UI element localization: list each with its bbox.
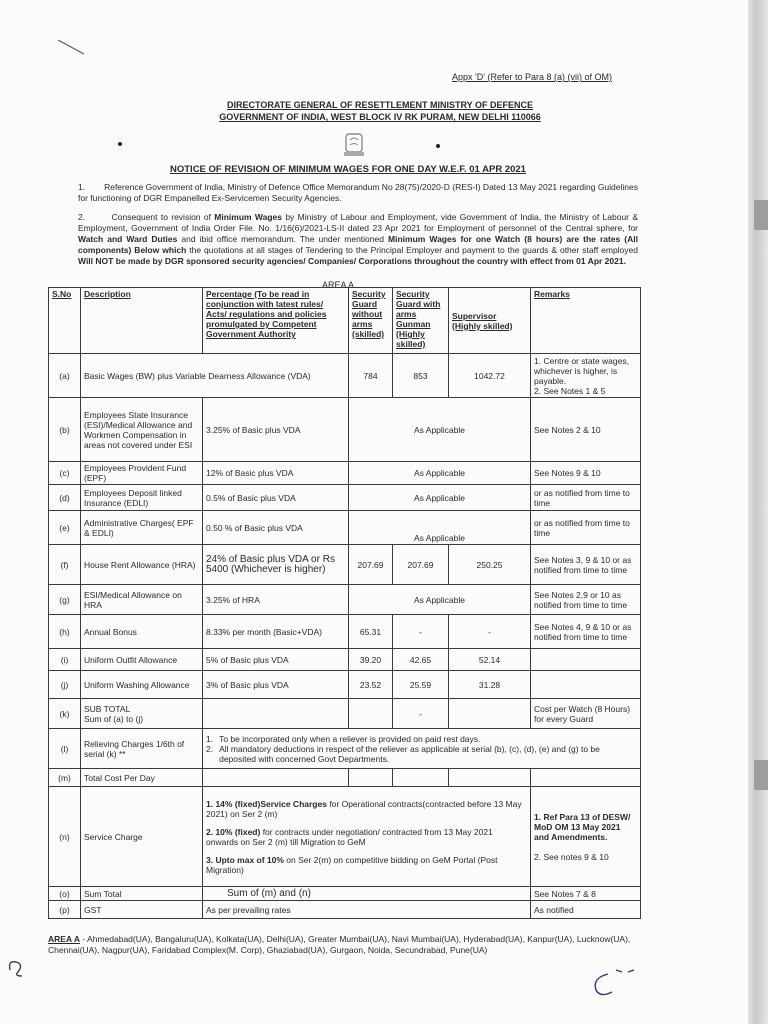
bullet-dot bbox=[436, 144, 440, 148]
row-guard-value: 23.52 bbox=[349, 671, 393, 699]
national-emblem-icon bbox=[340, 130, 368, 160]
row-percentage: 3.25% of Basic plus VDA bbox=[203, 398, 349, 462]
row-gunman-value: 207.69 bbox=[393, 545, 449, 585]
row-description: Total Cost Per Day bbox=[81, 769, 203, 787]
row-gunman-value: 25.59 bbox=[393, 671, 449, 699]
row-sno: (g) bbox=[49, 585, 81, 615]
para-2-bold: Minimum Wages for one Watch (8 hours) are the rates (All components) Below which bbox=[78, 234, 638, 255]
row-supervisor-value: 31.28 bbox=[449, 671, 531, 699]
row-supervisor-value: - bbox=[449, 615, 531, 649]
row-description: Employees State Insurance (ESI)/Medical Allowance and Workmen Compensation in areas not covered under ESI bbox=[81, 398, 203, 462]
row-supervisor-value: 1042.72 bbox=[449, 354, 531, 398]
table-row bbox=[49, 354, 641, 398]
para-2-bold: Minimum Wages bbox=[214, 212, 282, 222]
row-sno: (f) bbox=[49, 545, 81, 585]
para-2-text: and ibid office memorandum. The under mentioned bbox=[177, 234, 389, 244]
row-remarks: See Notes 2 & 10 bbox=[531, 398, 641, 462]
service-charge-bold: 3. Upto max of 10% bbox=[206, 854, 284, 865]
ink-mark-icon bbox=[4, 954, 32, 982]
col-header-description: Description bbox=[81, 288, 203, 354]
row-description: Sum Total bbox=[81, 887, 203, 901]
table-row bbox=[49, 511, 641, 545]
area-footer-label: AREA A bbox=[48, 934, 80, 944]
paragraph-2 bbox=[78, 212, 638, 267]
table-row bbox=[49, 545, 641, 585]
col-header-remarks: Remarks bbox=[531, 288, 641, 354]
table-row bbox=[49, 671, 641, 699]
col-header-supervisor: Supervisor (Highly skilled) bbox=[449, 288, 531, 354]
row-merged-value: As Applicable bbox=[349, 511, 531, 545]
row-sno: (l) bbox=[49, 729, 81, 769]
service-charge-details bbox=[203, 787, 531, 887]
row-merged-value: As Applicable bbox=[349, 485, 531, 511]
row-percentage: 0.5% of Basic plus VDA bbox=[203, 485, 349, 511]
remark-1: 1. Ref Para 13 of DESW/ MoD OM 13 May 2021 and Amendments. bbox=[534, 811, 631, 842]
service-charge-remarks bbox=[531, 787, 641, 887]
para-2-text: Consequent to revision of bbox=[111, 212, 215, 222]
header-line-2: GOVERNMENT OF INDIA, WEST BLOCK IV RK PURAM, NEW DELHI 110066 bbox=[219, 112, 541, 122]
row-sno: (c) bbox=[49, 462, 81, 485]
row-remarks: See Notes 7 & 8 bbox=[531, 887, 641, 901]
row-remarks: 1. Centre or state wages, whichever is higher, is payable. 2. See Notes 1 & 5 bbox=[531, 354, 641, 398]
table-row bbox=[49, 485, 641, 511]
row-description: GST bbox=[81, 901, 203, 919]
notice-title: NOTICE OF REVISION OF MINIMUM WAGES FOR ONE DAY W.E.F. 01 APR 2021 bbox=[170, 164, 526, 175]
service-charge-text: for contracts under negotiation/ contracted from 13 May 2021 onwards on Ser 2 (m) till Migration to GeM bbox=[206, 826, 493, 847]
row-percentage: 3.25% of HRA bbox=[203, 585, 349, 615]
row-supervisor-value bbox=[449, 699, 531, 729]
para-2-text: by Ministry of Labour and Employment, vide Government of India, the Ministry of Labour & Employment, Government of India Order File. No. 1/16(6)/2021-LS-II dated 23 Apr 2021 for Employment of personnel of the Central sphere, for bbox=[78, 212, 638, 233]
empty-cell bbox=[449, 769, 531, 787]
row-gunman-value: 853 bbox=[393, 354, 449, 398]
row-description: Basic Wages (BW) plus Variable Dearness Allowance (VDA) bbox=[81, 354, 349, 398]
table-row bbox=[49, 649, 641, 671]
row-description: Administrative Charges( EPF & EDLI) bbox=[81, 511, 203, 545]
row-sno: (m) bbox=[49, 769, 81, 787]
row-sno: (n) bbox=[49, 787, 81, 887]
table-row bbox=[49, 615, 641, 649]
row-sno: (j) bbox=[49, 671, 81, 699]
col-header-security-guard: Security Guard without arms (skilled) bbox=[349, 288, 393, 354]
note-number: 2. bbox=[206, 743, 214, 754]
row-sno: (d) bbox=[49, 485, 81, 511]
row-remarks: See Notes 9 & 10 bbox=[531, 462, 641, 485]
row-merged-value: As Applicable bbox=[349, 462, 531, 485]
row-gunman-value: 42.65 bbox=[393, 649, 449, 671]
table-row bbox=[49, 901, 641, 919]
row-guard-value bbox=[349, 699, 393, 729]
row-gunman-value: - bbox=[393, 699, 449, 729]
table-row bbox=[49, 729, 641, 769]
note-text: To be incorporated only when a reliever is provided on paid rest days. bbox=[219, 733, 481, 744]
row-description: Service Charge bbox=[81, 787, 203, 887]
area-footer-text: - Ahmedabad(UA), Bangaluru(UA), Kolkata(UA), Delhi(UA), Greater Mumbai(UA), Navi Mumbai(UA), Hyderabad(UA), Kanpur(UA), Lucknow(UA), Chennai(UA), Nagpur(UA), Faridabad Complex(M. Corp), Ghaziabad(UA), Gurgaon, Noida, Secundrabad, Pune(UA) bbox=[48, 934, 631, 955]
table-row bbox=[49, 787, 641, 887]
table-header-row bbox=[49, 288, 641, 354]
row-remarks: As notified bbox=[531, 901, 641, 919]
row-guard-value: 784 bbox=[349, 354, 393, 398]
para-1-text: Reference Government of India, Ministry of Defence Office Memorandum No 28(75)/2020-D (RES-I) Dated 13 May 2021 regarding Guidelines for functioning of DGR Empanelled Ex-Servicemen Security Agencies. bbox=[78, 182, 638, 203]
row-remarks: See Notes 3, 9 & 10 or as notified from time to time bbox=[531, 545, 641, 585]
remark-2: 2. See notes 9 & 10 bbox=[534, 851, 609, 862]
row-gunman-value: - bbox=[393, 615, 449, 649]
row-percentage: 5% of Basic plus VDA bbox=[203, 649, 349, 671]
row-description: Uniform Washing Allowance bbox=[81, 671, 203, 699]
empty-cell bbox=[531, 769, 641, 787]
signature-icon bbox=[586, 960, 646, 1000]
row-guard-value: 39.20 bbox=[349, 649, 393, 671]
row-sno: (p) bbox=[49, 901, 81, 919]
row-percentage bbox=[203, 699, 349, 729]
service-charge-bold: 2. 10% (fixed) bbox=[206, 826, 261, 837]
table-row bbox=[49, 887, 641, 901]
row-description: ESI/Medical Allowance on HRA bbox=[81, 585, 203, 615]
row-description: Employees Deposit linked Insurance (EDLI) bbox=[81, 485, 203, 511]
empty-cell bbox=[349, 769, 393, 787]
row-percentage: 0.50 % of Basic plus VDA bbox=[203, 511, 349, 545]
note-number: 1. bbox=[206, 733, 214, 744]
col-header-sno: S.No bbox=[49, 288, 81, 354]
service-charge-text: on Ser 2(m) on competitive bidding on GeM Portal (Post Migration) bbox=[206, 854, 498, 875]
row-guard-value: 65.31 bbox=[349, 615, 393, 649]
edge-strip bbox=[754, 200, 768, 230]
row-remarks bbox=[531, 649, 641, 671]
empty-cell bbox=[393, 769, 449, 787]
row-description: Employees Provident Fund (EPF) bbox=[81, 462, 203, 485]
para-2-number: 2. bbox=[78, 212, 86, 222]
service-charge-bold: 1. 14% (fixed)Service Charges bbox=[206, 798, 327, 809]
table-row bbox=[49, 585, 641, 615]
row-supervisor-value: 52.14 bbox=[449, 649, 531, 671]
row-sno: (h) bbox=[49, 615, 81, 649]
service-charge-text: for Operational contracts(contracted before 13 May 2021) on Ser 2 (m) bbox=[206, 798, 522, 819]
para-1-number: 1. bbox=[78, 182, 86, 192]
row-remarks: Cost per Watch (8 Hours) for every Guard bbox=[531, 699, 641, 729]
row-remarks: or as notified from time to time bbox=[531, 511, 641, 545]
row-merged-value: As Applicable bbox=[349, 398, 531, 462]
empty-cell bbox=[203, 769, 349, 787]
row-guard-value: 207.69 bbox=[349, 545, 393, 585]
row-merged-value: As per prevailing rates bbox=[203, 901, 531, 919]
bullet-dot bbox=[118, 142, 122, 146]
paragraph-1 bbox=[78, 182, 638, 204]
row-description: House Rent Allowance (HRA) bbox=[81, 545, 203, 585]
note-text: All mandatory deductions in respect of the reliever as applicable at serial (b), (c), (d), (e) and (g) to be deposited with concerned Govt Departments. bbox=[219, 743, 600, 764]
row-percentage: 3% of Basic plus VDA bbox=[203, 671, 349, 699]
row-remarks: See Notes 4, 9 & 10 or as notified from time to time bbox=[531, 615, 641, 649]
col-header-gunman: Security Guard with arms Gunman (Highly skilled) bbox=[393, 288, 449, 354]
row-sno: (o) bbox=[49, 887, 81, 901]
row-remarks: See Notes 2,9 or 10 as notified from time to time bbox=[531, 585, 641, 615]
row-sno: (e) bbox=[49, 511, 81, 545]
minimum-wages-table bbox=[48, 287, 641, 919]
header-line-1: DIRECTORATE GENERAL OF RESETTLEMENT MINISTRY OF DEFENCE bbox=[226, 100, 534, 110]
row-percentage: 8.33% per month (Basic+VDA) bbox=[203, 615, 349, 649]
pen-mark-icon bbox=[54, 36, 94, 58]
edge-strip bbox=[754, 760, 768, 790]
row-sno: (b) bbox=[49, 398, 81, 462]
table-row bbox=[49, 462, 641, 485]
row-remarks bbox=[531, 671, 641, 699]
row-description: Uniform Outfit Allowance bbox=[81, 649, 203, 671]
row-percentage: 24% of Basic plus VDA or Rs 5400 (Whichever is higher) bbox=[203, 545, 349, 585]
scanner-edge bbox=[748, 0, 768, 1024]
appendix-reference: Appx 'D' (Refer to Para 8 (a) (vii) of OM) bbox=[452, 72, 612, 82]
relieving-notes bbox=[203, 729, 641, 769]
row-merged-value: As Applicable bbox=[349, 585, 531, 615]
row-remarks: or as notified from time to time bbox=[531, 485, 641, 511]
row-percentage: 12% of Basic plus VDA bbox=[203, 462, 349, 485]
table-row bbox=[49, 398, 641, 462]
row-description: Annual Bonus bbox=[81, 615, 203, 649]
row-description: Relieving Charges 1/6th of serial (k) ** bbox=[81, 729, 203, 769]
para-2-bold: Watch and Ward Duties bbox=[78, 234, 178, 244]
area-footer bbox=[48, 934, 640, 955]
col-header-percentage: Percentage (To be read in conjunction with latest rules/ Acts/ regulations and policies promulgated by Competent Government Authority bbox=[203, 288, 349, 354]
para-2-text: the quotations at all stages of Tendering to the Principal Employer and payment to the guards & other staff employed bbox=[186, 245, 638, 255]
para-2-bold: Will NOT be made by DGR sponsored security agencies/ Companies/ Corporations throughout the country with effect from 01 Apr 2021. bbox=[78, 256, 626, 266]
area-title: AREA A bbox=[322, 280, 355, 290]
row-description: SUB TOTAL Sum of (a) to (j) bbox=[81, 699, 203, 729]
row-merged-value: Sum of (m) and (n) bbox=[203, 887, 531, 901]
row-sno: (a) bbox=[49, 354, 81, 398]
row-supervisor-value: 250.25 bbox=[449, 545, 531, 585]
row-sno: (k) bbox=[49, 699, 81, 729]
table-row bbox=[49, 769, 641, 787]
table-row bbox=[49, 699, 641, 729]
row-sno: (i) bbox=[49, 649, 81, 671]
